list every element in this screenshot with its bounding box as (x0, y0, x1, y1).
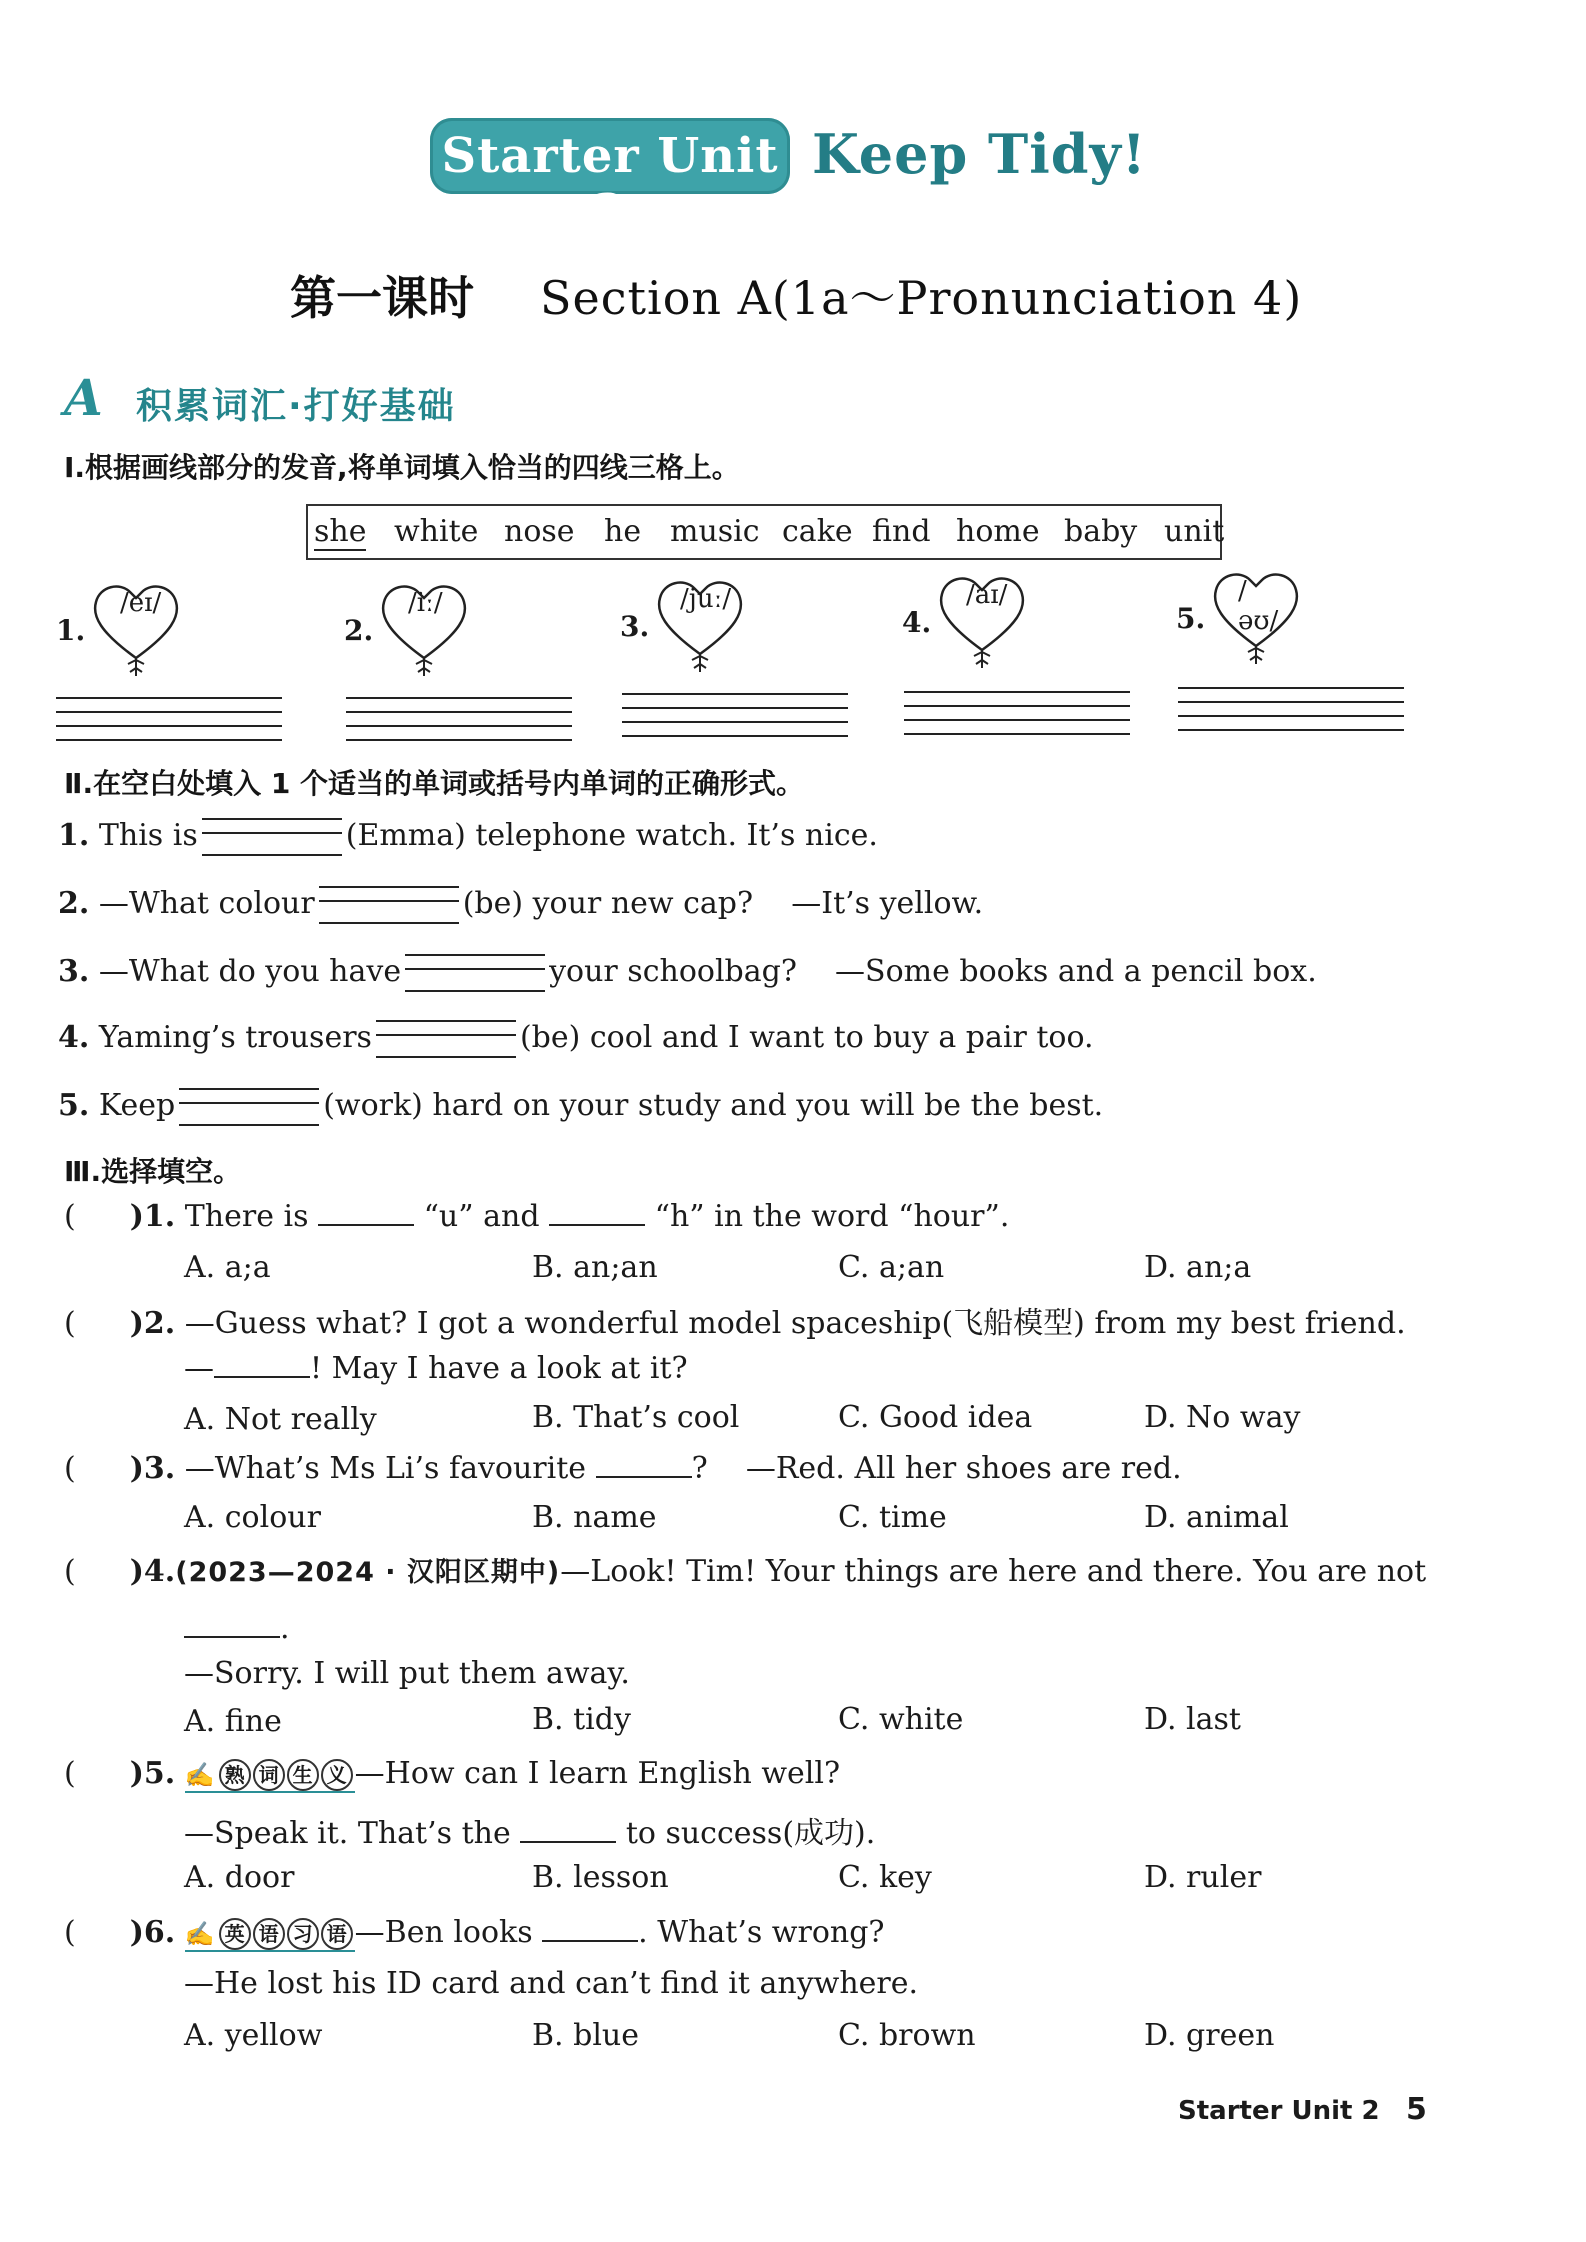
tag-char: 熟 (219, 1759, 251, 1791)
answer-blank[interactable] (520, 1815, 616, 1843)
item-before: —What colour (98, 886, 315, 921)
item-before: This is (98, 818, 198, 853)
option-d[interactable]: D. green (1144, 2018, 1275, 2053)
answer-blank[interactable] (405, 954, 545, 992)
q-text: —Speak it. That’s the (184, 1816, 511, 1851)
section-name: 积累词汇·打好基础 (136, 386, 456, 427)
heart-sound: /iː/ (408, 588, 443, 618)
choice-q4-line3: —Sorry. I will put them away. (184, 1656, 630, 1691)
q-text: . What’s wrong? (638, 1915, 885, 1950)
option-d[interactable]: D. ruler (1144, 1860, 1262, 1895)
q-text: —What’s Ms Li’s favourite (184, 1451, 587, 1486)
choice-q1 (64, 1198, 1009, 1234)
q-text: —Look! Tim! Your things are here and there. You are not (560, 1554, 1427, 1589)
answer-paren[interactable]: ( (64, 1451, 76, 1486)
option-c[interactable]: C. time (838, 1500, 947, 1535)
question-number: )5. (129, 1756, 176, 1791)
item-before: Keep (98, 1088, 176, 1123)
four-line-grid-2[interactable] (346, 696, 572, 742)
word-cake: cake (782, 514, 853, 549)
word-find: find (872, 514, 931, 549)
option-a[interactable]: A. yellow (184, 2018, 323, 2053)
option-a[interactable]: A. Not really (184, 1402, 377, 1437)
word-he: he (604, 514, 642, 549)
answer-paren[interactable]: ( (64, 1306, 76, 1341)
option-c[interactable]: C. brown (838, 2018, 976, 2053)
word-tag (185, 1915, 355, 1952)
item-number: 4. (58, 1020, 90, 1055)
answer-paren[interactable]: ( (64, 1199, 76, 1234)
heart-number: 5. (1176, 602, 1206, 635)
heart-sound: /juː/ (680, 584, 732, 614)
answer-blank[interactable] (376, 1020, 516, 1058)
section-title: Section A(1a～Pronunciation 4) (540, 271, 1303, 325)
word-music: music (670, 514, 760, 549)
part3-instruction: Ⅲ.选择填空。 (64, 1155, 242, 1188)
word-text: she (314, 514, 367, 549)
four-line-grid-1[interactable] (56, 696, 282, 742)
option-a[interactable]: A. door (184, 1860, 295, 1895)
q-text: —How can I learn English well? (354, 1756, 841, 1791)
word-white: white (394, 514, 479, 549)
question-number: )1. (129, 1199, 176, 1234)
answer-paren[interactable]: ( (64, 1554, 76, 1589)
q-text: There is (184, 1199, 309, 1234)
item-number: 5. (58, 1088, 90, 1123)
tag-char: 义 (321, 1759, 353, 1791)
unit-banner-text: Starter Unit 2 (441, 128, 779, 240)
question-number: )4. (129, 1554, 176, 1589)
unit-banner (430, 118, 790, 240)
tag-char: 语 (321, 1918, 353, 1950)
q-text: . (280, 1611, 290, 1646)
heart-number: 1. (56, 614, 86, 647)
choice-q3 (64, 1450, 1182, 1486)
choice-q5 (64, 1756, 840, 1793)
four-line-grid-3[interactable] (622, 692, 848, 738)
tag-char: 英 (219, 1918, 251, 1950)
question-number: )6. (129, 1915, 176, 1950)
word-box (306, 504, 1225, 560)
option-b[interactable]: B. lesson (532, 1860, 669, 1895)
heart-number: 2. (344, 614, 374, 647)
fill-item-1 (58, 818, 878, 856)
tag-char: 习 (287, 1918, 319, 1950)
source-tag: (2023—2024 · 汉阳区期中) (175, 1557, 561, 1588)
heart-number: 3. (620, 610, 650, 643)
part2-instruction: Ⅱ.在空白处填入 1 个适当的单词或括号内单词的正确形式。 (64, 767, 805, 800)
answer-blank[interactable] (202, 818, 342, 856)
part1-instruction: Ⅰ.根据画线部分的发音,将单词填入恰当的四线三格上。 (64, 451, 740, 484)
option-d[interactable]: D. an;a (1144, 1250, 1252, 1285)
answer-blank[interactable] (214, 1350, 310, 1378)
question-number: )2. (129, 1306, 176, 1341)
word-nose: nose (504, 514, 575, 549)
choice-q6 (64, 1914, 885, 1952)
option-b[interactable]: B. an;an (532, 1250, 658, 1285)
word-home: home (956, 514, 1040, 549)
option-a[interactable]: A. fine (184, 1704, 282, 1739)
item-after: (be) your new cap? —It’s yellow. (462, 886, 984, 921)
q-text: “h” in the word “hour”. (654, 1199, 1010, 1234)
item-after: (work) hard on your study and you will be the best. (323, 1088, 1104, 1123)
pen-icon: ✍ (184, 1761, 215, 1789)
q-text: — (184, 1351, 214, 1386)
tag-char: 生 (287, 1759, 319, 1791)
item-number: 3. (58, 954, 90, 989)
q-text: —Ben looks (354, 1915, 533, 1950)
answer-paren[interactable]: ( (64, 1756, 76, 1791)
fill-item-5 (58, 1088, 1103, 1126)
q-text: ? —Red. All her shoes are red. (691, 1451, 1182, 1486)
option-c[interactable]: C. a;an (838, 1250, 945, 1285)
heart-sound: /əʊ/ (1238, 576, 1279, 636)
option-c[interactable]: C. white (838, 1702, 964, 1737)
four-line-grid-5[interactable] (1178, 686, 1404, 732)
fill-item-4 (58, 1020, 1094, 1058)
option-b[interactable]: B. That’s cool (532, 1400, 740, 1435)
option-a[interactable]: A. a;a (184, 1250, 271, 1285)
answer-blank[interactable] (596, 1450, 692, 1478)
option-d[interactable]: D. animal (1144, 1500, 1289, 1535)
word-baby: baby (1064, 514, 1138, 549)
item-number: 1. (58, 818, 90, 853)
question-number: )3. (129, 1451, 176, 1486)
option-b[interactable]: B. tidy (532, 1702, 631, 1737)
four-line-grid-4[interactable] (904, 690, 1130, 736)
q-text: —Guess what? I got a wonderful model spaceship(飞船模型) from my best friend. (184, 1306, 1406, 1341)
choice-q4 (64, 1550, 1426, 1589)
heart-sound: /aɪ/ (966, 580, 1008, 610)
choice-q2 (64, 1298, 1406, 1342)
lesson-title: 第一课时 (290, 271, 474, 325)
option-d[interactable]: D. No way (1144, 1400, 1301, 1435)
option-b[interactable]: B. blue (532, 2018, 639, 2053)
item-after: your schoolbag? —Some books and a pencil box. (549, 954, 1317, 989)
answer-blank[interactable] (542, 1914, 638, 1942)
q-text: ! May I have a look at it? (310, 1351, 688, 1386)
tag-char: 词 (253, 1759, 285, 1791)
answer-blank[interactable] (319, 886, 459, 924)
unit-title: Keep Tidy! (812, 122, 1147, 186)
option-c[interactable]: C. key (838, 1860, 932, 1895)
choice-q5-line2 (184, 1808, 875, 1852)
word-she (314, 514, 366, 549)
choice-q6-line2: —He lost his ID card and can’t find it anywhere. (184, 1966, 919, 2001)
item-before: Yaming’s trousers (98, 1020, 372, 1055)
footer-unit: Starter Unit 2 (1178, 2096, 1380, 2126)
section-letter: A (64, 368, 103, 427)
tag-char: 语 (253, 1918, 285, 1950)
option-d[interactable]: D. last (1144, 1702, 1241, 1737)
option-a[interactable]: A. colour (184, 1500, 321, 1535)
page-number: 5 (1406, 2092, 1427, 2127)
q-text: “u” and (423, 1199, 540, 1234)
answer-blank[interactable] (184, 1610, 280, 1638)
fill-item-3 (58, 954, 1317, 992)
word-tag (185, 1756, 355, 1793)
fill-item-2 (58, 886, 983, 924)
choice-q4-line2 (184, 1610, 290, 1646)
answer-blank[interactable] (318, 1198, 414, 1226)
pen-icon: ✍ (184, 1920, 215, 1948)
answer-blank[interactable] (549, 1198, 645, 1226)
option-b[interactable]: B. name (532, 1500, 657, 1535)
heart-number: 4. (902, 606, 932, 639)
word-unit: unit (1164, 514, 1225, 549)
answer-paren[interactable]: ( (64, 1915, 76, 1950)
item-number: 2. (58, 886, 90, 921)
option-c[interactable]: C. Good idea (838, 1400, 1033, 1435)
heart-sound: /eɪ/ (120, 588, 162, 618)
choice-q2-line2 (184, 1350, 688, 1386)
answer-blank[interactable] (179, 1088, 319, 1126)
item-after: (Emma) telephone watch. It’s nice. (345, 818, 878, 853)
item-before: —What do you have (98, 954, 402, 989)
q-text: to success(成功). (625, 1816, 876, 1851)
item-after: (be) cool and I want to buy a pair too. (519, 1020, 1094, 1055)
